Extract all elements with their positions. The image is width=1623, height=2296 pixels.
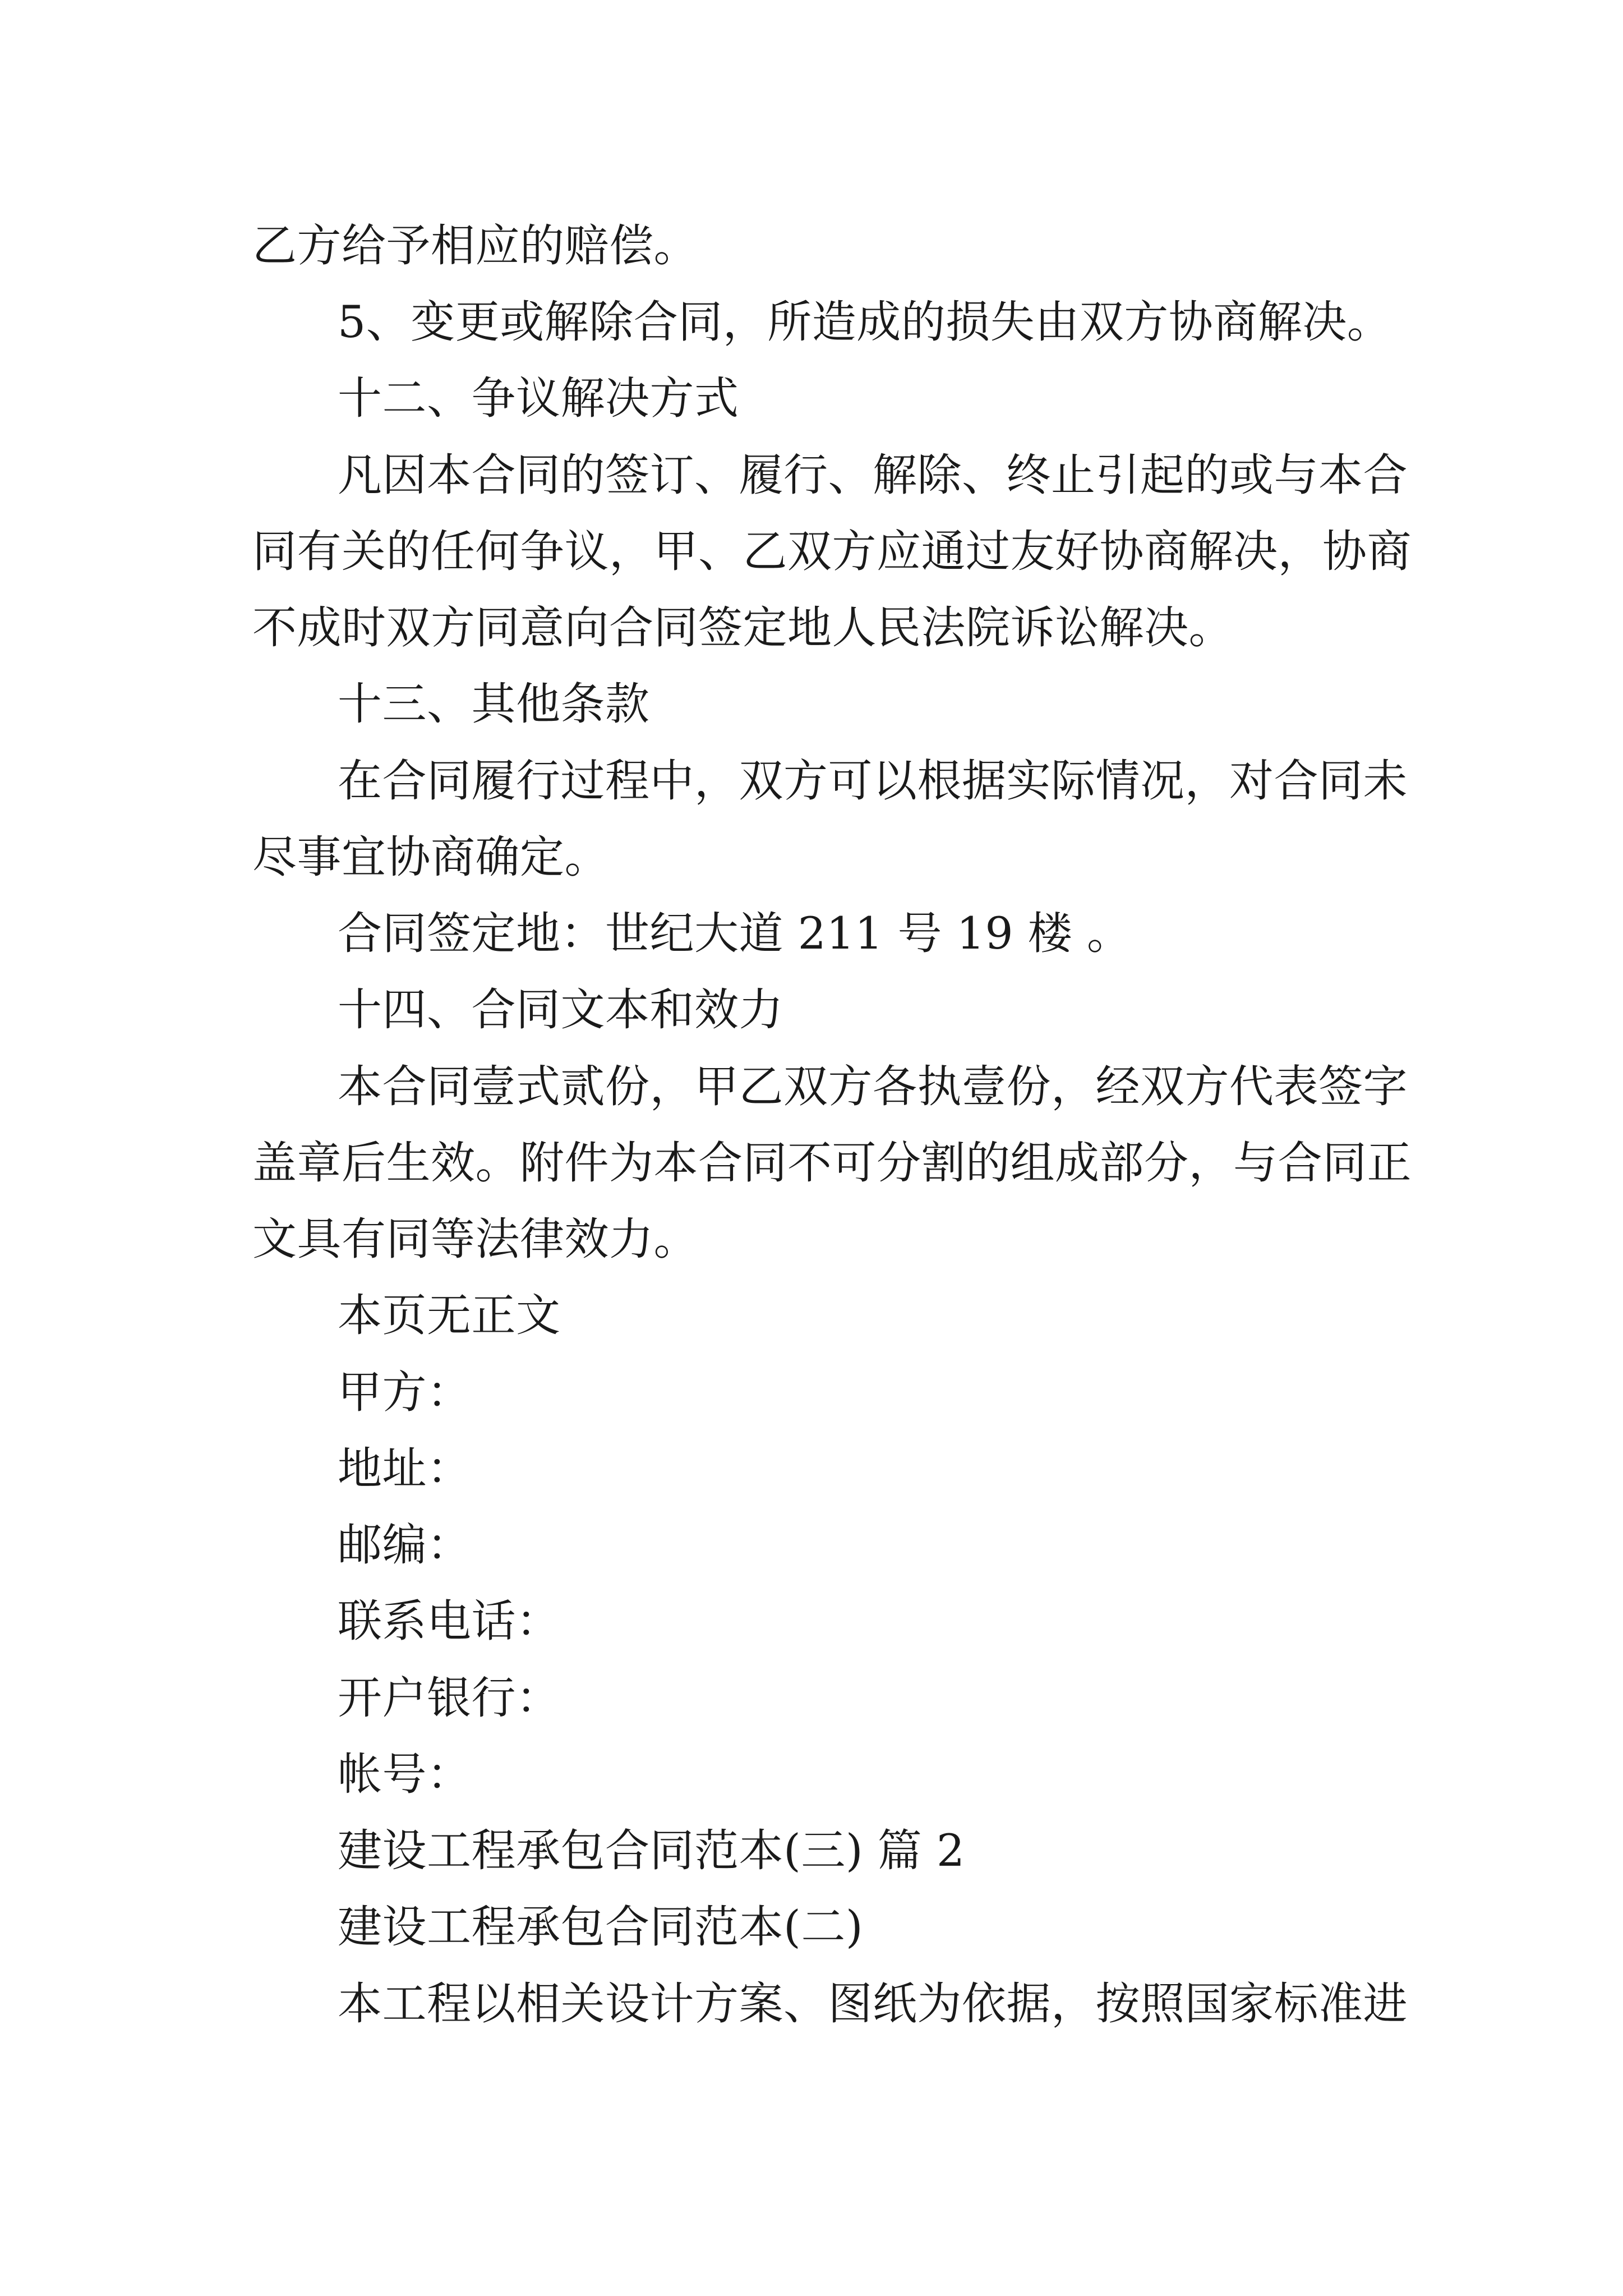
section-heading: 十三、其他条款 [338, 678, 650, 730]
text-line: 5、变更或解除合同，所造成的损失由双方协商解决。 [338, 296, 1392, 348]
form-label: 帐号： [338, 1749, 472, 1800]
form-label: 地址： [338, 1443, 472, 1494]
document-title: 建设工程承包合同范本(二) [338, 1901, 864, 1953]
text-line: 本合同壹式贰份，甲乙双方各执壹份，经双方代表签字 [338, 1061, 1408, 1112]
section-heading: 十二、争议解决方式 [338, 372, 739, 424]
document-title: 建设工程承包合同范本(三) 篇 2 [338, 1825, 965, 1876]
text-line: 同有关的任何争议，甲、乙双方应通过友好协商解决，协商 [252, 526, 1412, 577]
text-line: 本工程以相关设计方案、图纸为依据，按照国家标准进 [338, 1978, 1408, 2030]
form-label: 开户银行： [338, 1672, 561, 1724]
text-line: 文具有同等法律效力。 [252, 1213, 698, 1265]
form-label: 邮编： [338, 1519, 472, 1571]
text-line: 在合同履行过程中，双方可以根据实际情况，对合同未 [338, 755, 1408, 807]
text-line: 乙方给予相应的赔偿。 [252, 220, 698, 272]
text-line: 盖章后生效。附件为本合同不可分割的组成部分，与合同正 [252, 1137, 1412, 1189]
text-line: 凡因本合同的签订、履行、解除、终止引起的或与本合 [338, 449, 1408, 501]
text-line: 合同签定地：世纪大道 211 号 19 楼 。 [338, 908, 1132, 959]
form-label: 甲方： [338, 1366, 472, 1418]
text-line: 尽事宜协商确定。 [252, 831, 609, 883]
text-line: 本页无正文 [338, 1290, 561, 1341]
section-heading: 十四、合同文本和效力 [338, 984, 783, 1036]
text-line: 不成时双方同意向合同签定地人民法院诉讼解决。 [252, 602, 1233, 654]
form-label: 联系电话： [338, 1595, 561, 1647]
